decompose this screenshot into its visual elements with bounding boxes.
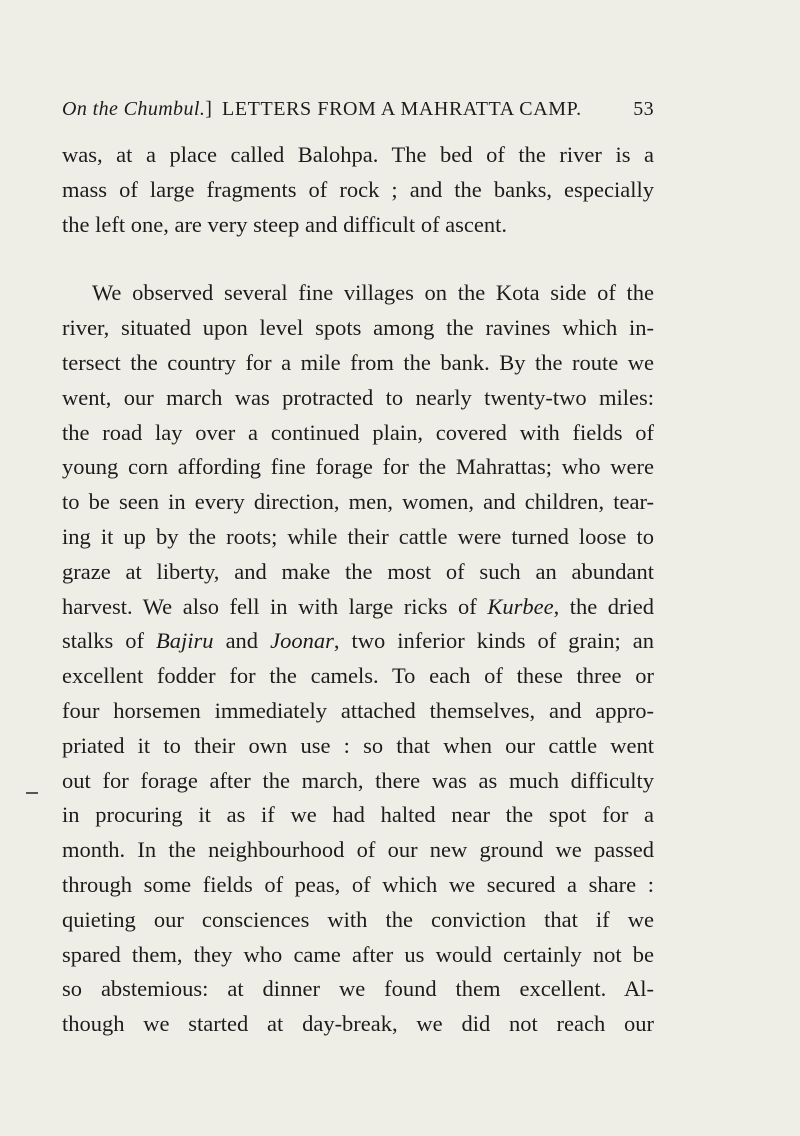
running-header	[62, 98, 654, 126]
text-line: though we started at day-break, we did not reach our	[62, 1011, 654, 1037]
text-line: harvest. We also fell in with large ricks of Kurbee, the dried	[62, 593, 654, 619]
text-line: young corn affording fine forage for the Mahrattas; who were	[62, 454, 654, 480]
text-line: four horsemen immediately attached themselves, and appro-	[62, 697, 654, 723]
italic-term: Joonar	[270, 628, 334, 654]
text-line: to be seen in every direction, men, women, and children, tear-	[62, 489, 654, 515]
text-line: priated it to their own use : so that when our cattle went	[62, 732, 654, 758]
text-line: spared them, they who came after us would certainly not be	[62, 941, 654, 967]
text-line: was, at a place called Balohpa. The bed of the river is a	[62, 142, 654, 167]
text-line: through some fields of peas, of which we secured a share :	[62, 871, 654, 897]
italic-term: Bajiru	[156, 628, 214, 654]
text-line: in procuring it as if we had halted near the spot for a	[62, 802, 654, 828]
italic-term: Kurbee	[487, 593, 554, 619]
section-label: On the Chumbul.]	[62, 98, 213, 120]
text-line: went, our march was protracted to nearly twenty-two miles:	[62, 384, 654, 410]
page-number: 53	[633, 98, 654, 120]
text-line: river, situated upon level spots among the ravines which in-	[62, 315, 654, 341]
text-line: stalks of Bajiru and Joonar, two inferior kinds of grain; an	[62, 628, 654, 654]
paragraph-gap	[62, 242, 654, 276]
book-title: LETTERS FROM A MAHRATTA CAMP.	[222, 98, 582, 120]
text-line: excellent fodder for the camels. To each of these three or	[62, 663, 654, 689]
text-line: out for forage after the march, there was as much difficulty	[62, 767, 654, 793]
text-line: mass of large fragments of rock ; and the banks, especially	[62, 176, 654, 202]
text-line: We observed several fine villages on the Kota side of the	[92, 280, 654, 306]
text-line: the left one, are very steep and difficult of ascent.	[62, 211, 508, 237]
text-line: the road lay over a continued plain, covered with fields of	[62, 419, 654, 445]
text-line: month. In the neighbourhood of our new ground we passed	[62, 837, 654, 863]
text-line: so abstemious: at dinner we found them excellent. Al-	[62, 976, 654, 1002]
text-line: graze at liberty, and make the most of such an abundant	[62, 558, 654, 584]
body-text	[62, 138, 654, 1042]
text-line: tersect the country for a mile from the bank. By the route we	[62, 349, 654, 375]
text-line: quieting our consciences with the conviction that if we	[62, 906, 654, 932]
text-line: ing it up by the roots; while their cattle were turned loose to	[62, 523, 654, 549]
margin-mark	[26, 792, 38, 794]
